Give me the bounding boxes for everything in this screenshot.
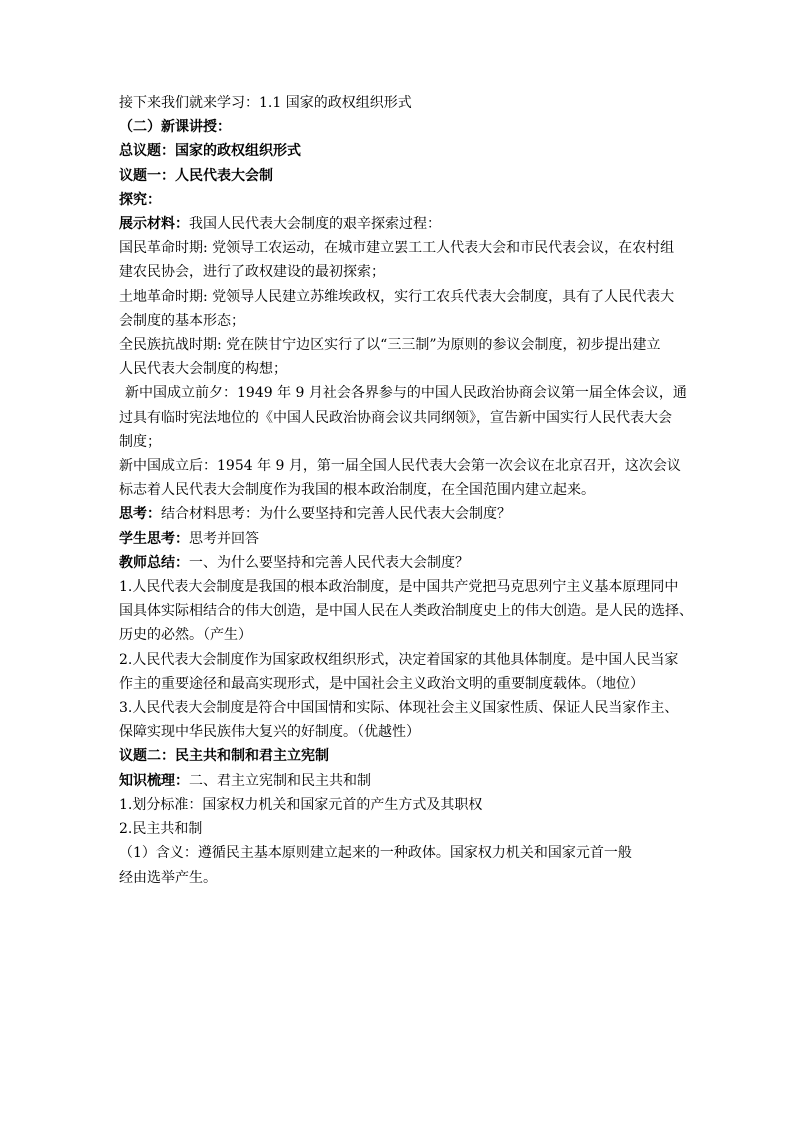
paragraph-line: 土地革命时期: 党领导人民建立苏维埃政权，实行工农兵代表大会制度，具有了人民代表大 xyxy=(119,288,675,305)
teacher-text: 一、为什么要坚持和完善人民代表大会制度？ xyxy=(189,554,469,571)
teacher-line xyxy=(119,551,689,575)
paragraph-line: 3.人民代表大会制度是符合中国国情和实际、体现社会主义国家性质、保证人民当家作主、 xyxy=(119,700,679,717)
document-body xyxy=(119,91,693,890)
paragraph-line: 1.人民代表大会制度是我国的根本政治制度，是中国共产党把马克思列宁主义基本原理同中 xyxy=(119,579,679,596)
paragraph-line: 会制度的基本形态； xyxy=(119,312,245,329)
knowledge-text: 二、君主立宪制和民主共和制 xyxy=(189,772,371,789)
think-line xyxy=(119,502,689,526)
think-text: 结合材料思考：为什么要坚持和完善人民代表大会制度？ xyxy=(161,506,511,523)
material-label: 展示材料： xyxy=(119,216,189,233)
paragraph-line: 标志着人民代表大会制度作为我国的根本政治制度，在全国范围内建立起来。 xyxy=(119,482,595,499)
paragraph-line: 2.民主共和制 xyxy=(119,821,203,838)
topic-one-heading: 议题一：人民代表大会制 xyxy=(119,167,273,184)
paragraph-line: 1.划分标准：国家权力机关和国家元首的产生方式及其职权 xyxy=(119,796,483,813)
explore-label: 探究： xyxy=(119,191,161,208)
material-text: 我国人民代表大会制度的艰辛探索过程： xyxy=(189,216,441,233)
student-text: 思考并回答 xyxy=(189,530,259,547)
paragraph-line: 历史的必然。（产生） xyxy=(119,627,252,644)
student-line xyxy=(119,527,689,551)
topic-two-heading: 议题二：民主共和制和君主立宪制 xyxy=(119,748,329,765)
paragraph-line: 作主的重要途径和最高实现形式，是中国社会主义政治文明的重要制度载体。（地位） xyxy=(119,675,644,692)
paragraph-line: 建农民协会，进行了政权建设的最初探索； xyxy=(119,264,385,281)
teacher-label: 教师总结： xyxy=(119,554,189,571)
material-line xyxy=(119,212,689,236)
knowledge-label: 知识梳理： xyxy=(119,772,189,789)
student-label: 学生思考： xyxy=(119,530,189,547)
intro-line: 接下来我们就来学习：1.1 国家的政权组织形式 xyxy=(119,95,412,111)
paragraph-line: 保障实现中华民族伟大复兴的好制度。（优越性） xyxy=(119,724,420,741)
paragraph-line: 新中国成立前夕：1949 年 9 月社会各界参与的中国人民政治协商会议第一届全体会议，通 xyxy=(125,385,687,402)
paragraph-line: （1）含义：遵循民主基本原则建立起来的一种政体。国家权力机关和国家元首一般 xyxy=(119,845,632,862)
paragraph-line: 2.人民代表大会制度作为国家政权组织形式，决定着国家的其他具体制度。是中国人民当家 xyxy=(119,651,679,668)
knowledge-line xyxy=(119,769,689,793)
paragraph-line: 全民族抗战时期: 党在陕甘宁边区实行了以“三三制”为原则的参议会制度，初步提出建立 xyxy=(119,337,661,354)
paragraph-line: 新中国成立后：1954 年 9 月，第一届全国人民代表大会第一次会议在北京召开，这次会议 xyxy=(119,458,681,475)
section-heading: （二）新课讲授： xyxy=(119,119,231,136)
paragraph-line: 人民代表大会制度的构想； xyxy=(119,361,287,378)
main-topic: 总议题：国家的政权组织形式 xyxy=(119,143,301,160)
paragraph-line: 国具体实际相结合的伟大创造，是中国人民在人类政治制度史上的伟大创造。是人民的选择、 xyxy=(119,603,693,620)
think-label: 思考： xyxy=(119,506,161,523)
paragraph-line: 制度； xyxy=(119,433,161,450)
paragraph-line: 过具有临时宪法地位的《中国人民政治协商会议共同纲领》，宣告新中国实行人民代表大会 xyxy=(119,409,672,426)
paragraph-line: 国民革命时期: 党领导工农运动，在城市建立罢工工人代表大会和市民代表会议，在农村组 xyxy=(119,240,675,257)
paragraph-line: 经由选举产生。 xyxy=(119,869,217,886)
